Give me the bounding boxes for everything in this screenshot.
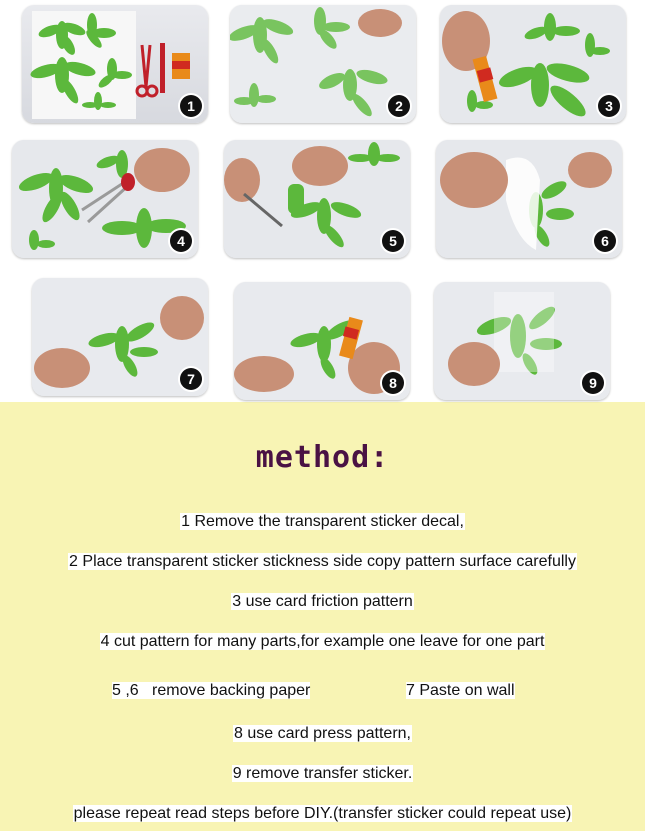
step-number-badge: 8 <box>382 372 404 394</box>
instruction-text: please repeat read steps before DIY.(transfer sticker could repeat use) <box>73 805 572 822</box>
step-number-badge: 5 <box>382 230 404 252</box>
step-number-badge: 9 <box>582 372 604 394</box>
step-photo-3 <box>440 5 626 123</box>
step-photo-6 <box>436 140 622 258</box>
instruction-step-5-6 <box>112 682 310 702</box>
instruction-step-2 <box>0 553 645 571</box>
instruction-step-7 <box>406 682 515 702</box>
step-number-badge: 4 <box>170 230 192 252</box>
instruction-step-8 <box>0 725 645 743</box>
instruction-text: 9 remove transfer sticker. <box>232 765 413 782</box>
instruction-text: 5 ,6 remove backing paper <box>112 682 311 699</box>
instruction-step-1 <box>0 513 645 531</box>
step-number-badge: 6 <box>594 230 616 252</box>
instruction-text: 7 Paste on wall <box>406 682 515 699</box>
step-photo-8 <box>234 282 410 400</box>
instruction-text: 8 use card press pattern, <box>234 725 411 742</box>
instruction-text: 2 Place transparent sticker stickness side copy pattern surface carefully <box>69 553 576 570</box>
instruction-step-9 <box>0 765 645 783</box>
step-number-badge: 2 <box>388 95 410 117</box>
instruction-text: 1 Remove the transparent sticker decal, <box>181 513 464 530</box>
step-number-badge: 1 <box>180 95 202 117</box>
method-title: method: <box>255 440 390 475</box>
step-photo-2 <box>230 5 416 123</box>
instruction-step-4 <box>0 633 645 651</box>
step-photo-5 <box>224 140 410 258</box>
step-photo-9 <box>434 282 610 400</box>
step-number-badge: 7 <box>180 368 202 390</box>
instruction-step-3 <box>0 593 645 611</box>
step-photo-7 <box>32 278 208 396</box>
instruction-note <box>0 805 645 823</box>
step-photo-1 <box>22 5 208 123</box>
step-number-badge: 3 <box>598 95 620 117</box>
tutorial-photo-grid <box>0 0 645 402</box>
instruction-text: 3 use card friction pattern <box>232 593 413 610</box>
step-photo-4 <box>12 140 198 258</box>
instruction-text: 4 cut pattern for many parts,for example one leave for one part <box>100 633 545 650</box>
